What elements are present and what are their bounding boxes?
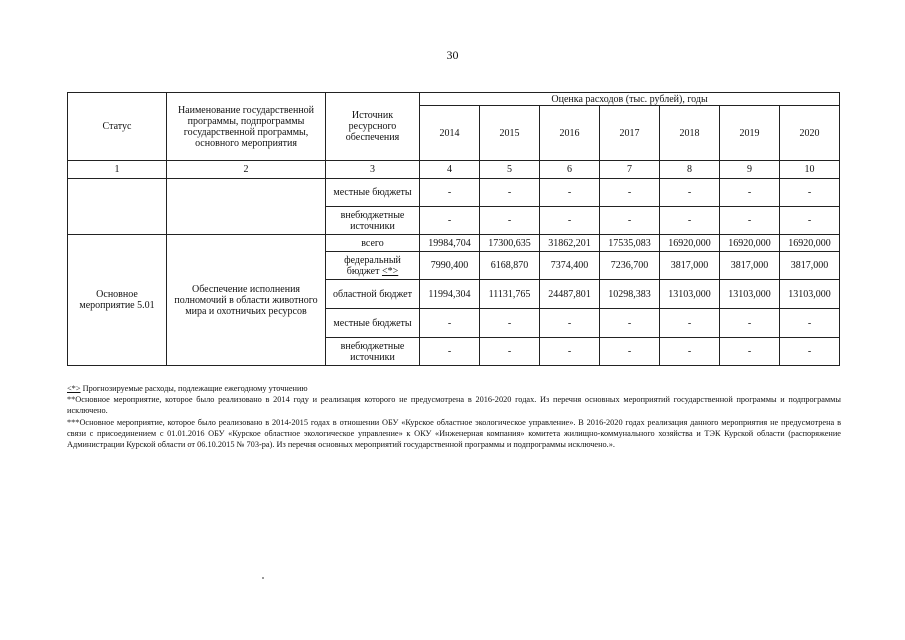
value-cell: - (600, 338, 660, 366)
value-cell: 7236,700 (600, 252, 660, 280)
column-number: 5 (480, 161, 540, 179)
value-cell: - (480, 338, 540, 366)
value-cell: - (660, 309, 720, 338)
name-cell-empty (167, 179, 326, 235)
value-cell: 13103,000 (780, 280, 840, 309)
value-cell: 7374,400 (540, 252, 600, 280)
value-cell: - (720, 338, 780, 366)
value-cell: 11994,304 (420, 280, 480, 309)
value-cell: 16920,000 (720, 235, 780, 252)
value-cell: - (480, 309, 540, 338)
value-cell: - (540, 309, 600, 338)
table-row (68, 179, 840, 207)
status-cell-empty (68, 179, 167, 235)
source-label: федеральный бюджет (344, 254, 401, 277)
footnote-1-mark: <*> (67, 384, 81, 393)
value-cell: - (540, 207, 600, 235)
footnote-1-text: Прогнозируемые расходы, подлежащие ежегодному уточнению (80, 384, 308, 393)
value-cell: 16920,000 (780, 235, 840, 252)
value-cell: - (480, 207, 540, 235)
value-cell: 19984,704 (420, 235, 480, 252)
value-cell: - (780, 207, 840, 235)
value-cell: 24487,801 (540, 280, 600, 309)
header-source: Источник ресурсного обеспечения (326, 93, 420, 161)
value-cell: - (420, 338, 480, 366)
source-label: всего (361, 237, 384, 249)
column-number: 9 (720, 161, 780, 179)
column-number: 1 (68, 161, 167, 179)
value-cell: - (420, 179, 480, 207)
value-cell: 6168,870 (480, 252, 540, 280)
value-cell: - (420, 207, 480, 235)
source-cell (326, 280, 420, 309)
source-cell (326, 338, 420, 366)
value-cell: 10298,383 (600, 280, 660, 309)
value-cell: 17535,083 (600, 235, 660, 252)
measure-status: Основное мероприятие 5.01 (68, 235, 167, 366)
column-number: 6 (540, 161, 600, 179)
value-cell: - (420, 309, 480, 338)
value-cell: 3817,000 (720, 252, 780, 280)
source-cell: внебюджетные источники (326, 207, 420, 235)
source-label: внебюджетные источники (340, 340, 405, 363)
source-cell (326, 252, 420, 280)
value-cell: - (780, 338, 840, 366)
value-cell: 17300,635 (480, 235, 540, 252)
header-year: 2015 (480, 106, 540, 161)
header-year: 2018 (660, 106, 720, 161)
value-cell: 13103,000 (720, 280, 780, 309)
expenses-table (67, 92, 840, 366)
header-year: 2017 (600, 106, 660, 161)
column-number: 7 (600, 161, 660, 179)
value-cell: - (600, 207, 660, 235)
value-cell: 11131,765 (480, 280, 540, 309)
source-label: местные бюджеты (333, 317, 412, 329)
value-cell: - (660, 338, 720, 366)
footnote-1 (67, 383, 841, 394)
header-year: 2014 (420, 106, 480, 161)
column-number: 3 (326, 161, 420, 179)
source-cell (326, 235, 420, 252)
header-year: 2020 (780, 106, 840, 161)
column-number: 10 (780, 161, 840, 179)
source-label: областной бюджет (332, 288, 412, 300)
header-expenses-title: Оценка расходов (тыс. рублей), годы (420, 93, 840, 106)
value-cell: - (780, 179, 840, 207)
value-cell: 3817,000 (780, 252, 840, 280)
value-cell: 7990,400 (420, 252, 480, 280)
page-number: 30 (446, 48, 459, 62)
value-cell: 3817,000 (660, 252, 720, 280)
value-cell: - (480, 179, 540, 207)
column-number: 4 (420, 161, 480, 179)
column-number: 2 (167, 161, 326, 179)
value-cell: - (780, 309, 840, 338)
value-cell: - (660, 179, 720, 207)
source-cell (326, 309, 420, 338)
header-year: 2019 (720, 106, 780, 161)
table-row (68, 235, 840, 252)
value-cell: - (600, 179, 660, 207)
header-row-1 (68, 93, 840, 106)
value-cell: - (540, 338, 600, 366)
value-cell: - (540, 179, 600, 207)
header-year: 2016 (540, 106, 600, 161)
footnotes (67, 383, 841, 450)
value-cell: - (720, 309, 780, 338)
value-cell: 13103,000 (660, 280, 720, 309)
value-cell: - (720, 207, 780, 235)
footnote-2: **Основное мероприятие, которое было реализовано в 2014 году и реализация которого не предусмотрена в 2016-2020 годах. Из перечня основных мероприятий государственной программы и подпрограммы исключено. (67, 395, 841, 416)
value-cell: 16920,000 (660, 235, 720, 252)
value-cell: 31862,201 (540, 235, 600, 252)
source-cell: местные бюджеты (326, 179, 420, 207)
source-note-mark: <*> (381, 265, 399, 277)
column-numbers-row (68, 161, 840, 179)
measure-name: Обеспечение исполнения полномочий в области животного мира и охотничьих ресурсов (167, 235, 326, 366)
footnote-3: ***Основное мероприятие, которое было реализовано в 2014-2015 годах в отношении ОБУ «Курское областное экологическое управление». В 2016-2020 годах реализация данного мероприятия не предусмотрена в связи с присоединением с 01.01.2016 ОБУ «Курское областное экологическое управление» к ОКУ «Инженерная компания» комитета жилищно-коммунального хозяйства и ТЭК Курской области (распоряжение Администрации Курской области от 06.10.2015 № 703-ра). Из перечня основных мероприятий государственной программы и подпрограммы исключено.». (67, 417, 841, 450)
value-cell: - (660, 207, 720, 235)
value-cell: - (600, 309, 660, 338)
header-status: Статус (68, 93, 167, 161)
value-cell: - (720, 179, 780, 207)
header-name: Наименование государственной программы, подпрограммы государственной программы, основного мероприятия (167, 93, 326, 161)
scan-speck (262, 577, 264, 579)
column-number: 8 (660, 161, 720, 179)
